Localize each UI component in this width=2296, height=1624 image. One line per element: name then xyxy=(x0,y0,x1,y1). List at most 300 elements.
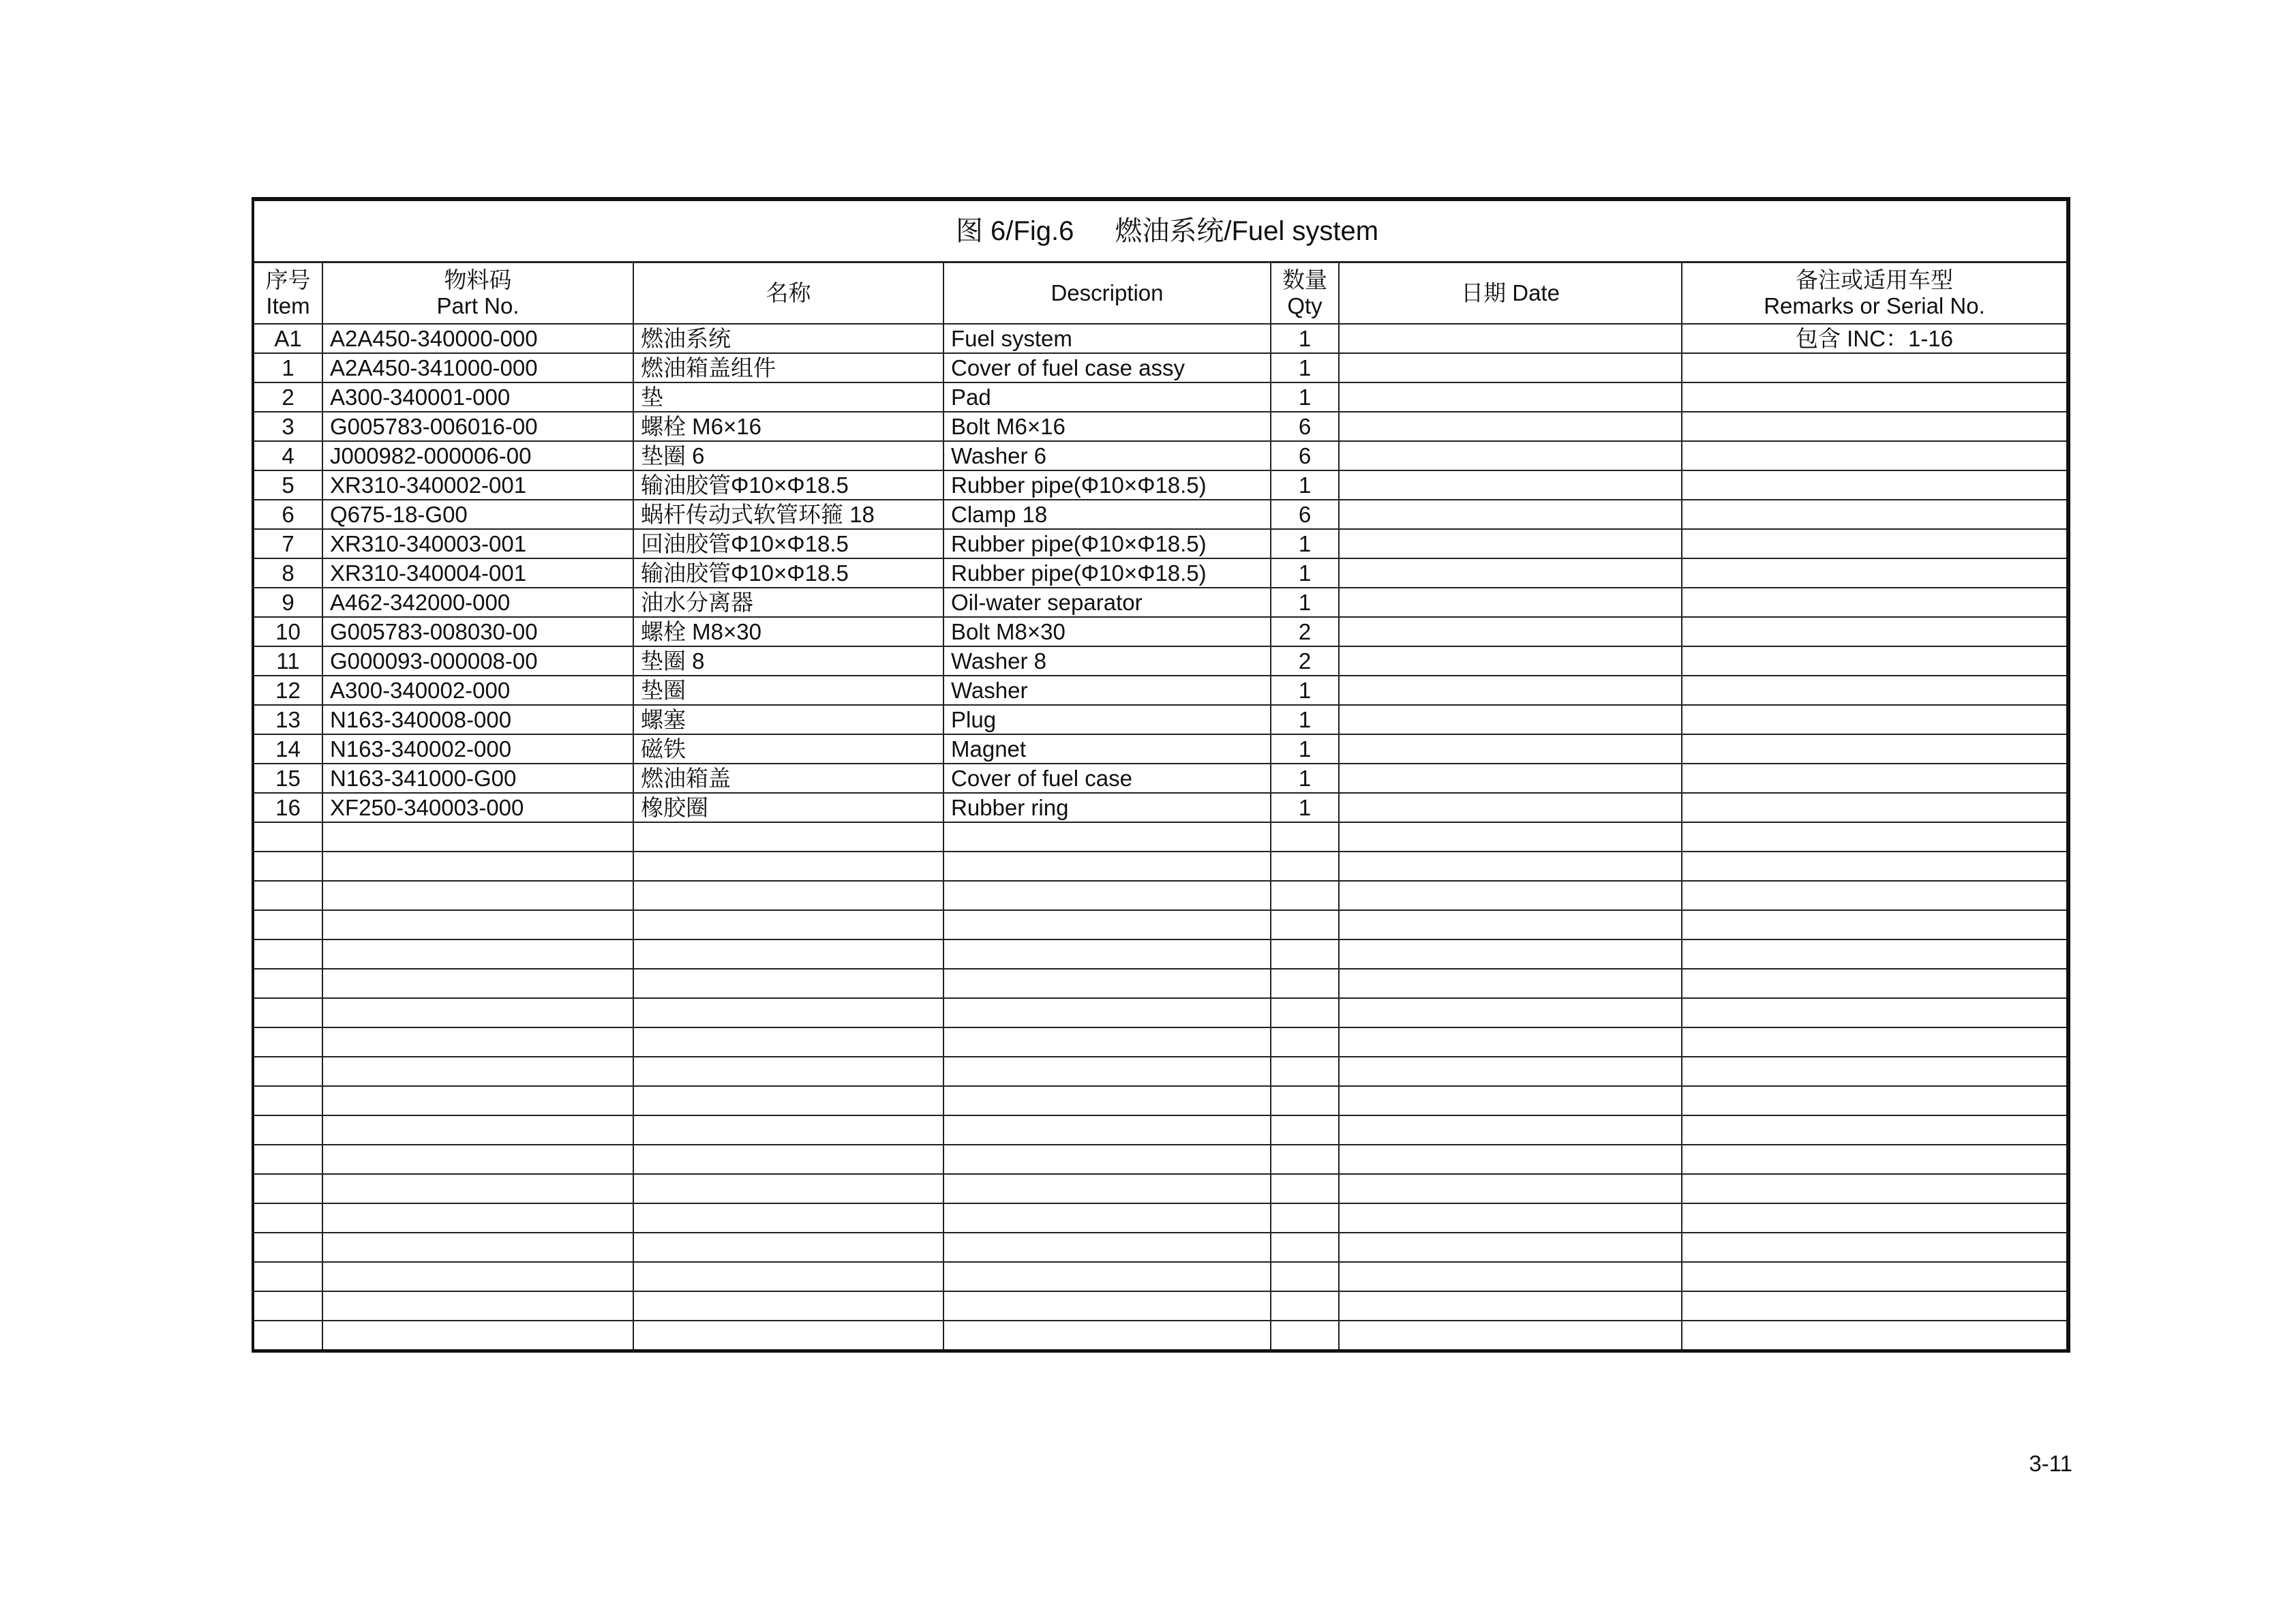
cell-qty: 1 xyxy=(1271,734,1339,764)
cell-item: 5 xyxy=(253,470,322,500)
col-part-en: Part No. xyxy=(436,293,519,318)
cell-name: 螺塞 xyxy=(633,705,943,734)
empty-cell xyxy=(633,998,943,1027)
empty-cell xyxy=(1271,1291,1339,1321)
empty-cell xyxy=(322,1115,633,1145)
cell-name: 垫圈 xyxy=(633,676,943,705)
table-row xyxy=(253,705,2068,734)
col-item-cn: 序号 xyxy=(265,267,311,292)
empty-cell xyxy=(1271,939,1339,969)
empty-cell xyxy=(943,1145,1271,1174)
empty-cell xyxy=(633,969,943,998)
empty-cell xyxy=(1271,1262,1339,1291)
table-row xyxy=(253,676,2068,705)
empty-cell xyxy=(633,1262,943,1291)
cell-qty: 1 xyxy=(1271,324,1339,353)
empty-cell xyxy=(633,1233,943,1262)
empty-cell xyxy=(322,969,633,998)
empty-cell xyxy=(1339,1027,1682,1057)
empty-row xyxy=(253,998,2068,1027)
table-row xyxy=(253,382,2068,412)
empty-cell xyxy=(633,852,943,881)
empty-cell xyxy=(1339,1291,1682,1321)
cell-date xyxy=(1339,764,1682,793)
table-title xyxy=(253,199,2068,262)
cell-description: Clamp 18 xyxy=(943,500,1271,529)
empty-cell xyxy=(943,1262,1271,1291)
empty-cell xyxy=(633,1115,943,1145)
cell-description: Washer 6 xyxy=(943,441,1271,470)
parts-table xyxy=(252,197,2070,1353)
cell-description: Cover of fuel case assy xyxy=(943,353,1271,382)
empty-cell xyxy=(322,939,633,969)
table-row xyxy=(253,412,2068,441)
col-remarks xyxy=(1682,262,2068,325)
cell-part-no: N163-341000-G00 xyxy=(322,764,633,793)
empty-row xyxy=(253,1262,2068,1291)
cell-item: 1 xyxy=(253,353,322,382)
cell-name: 垫圈 8 xyxy=(633,646,943,676)
empty-cell xyxy=(1271,881,1339,910)
empty-cell xyxy=(943,998,1271,1027)
cell-description: Magnet xyxy=(943,734,1271,764)
table-row xyxy=(253,500,2068,529)
empty-row xyxy=(253,1174,2068,1203)
empty-cell xyxy=(253,822,322,852)
empty-cell xyxy=(1682,1057,2068,1086)
empty-cell xyxy=(1271,852,1339,881)
empty-cell xyxy=(943,1027,1271,1057)
col-remarks-cn: 备注或适用车型 xyxy=(1796,267,1953,292)
table-row xyxy=(253,441,2068,470)
empty-cell xyxy=(1271,910,1339,939)
cell-part-no: G000093-000008-00 xyxy=(322,646,633,676)
col-date: 日期 Date xyxy=(1339,262,1682,325)
col-item xyxy=(253,262,322,325)
empty-row xyxy=(253,1145,2068,1174)
col-description: Description xyxy=(943,262,1271,325)
cell-part-no: J000982-000006-00 xyxy=(322,441,633,470)
cell-remarks xyxy=(1682,705,2068,734)
cell-name: 磁铁 xyxy=(633,734,943,764)
cell-description: Washer xyxy=(943,676,1271,705)
empty-row xyxy=(253,1203,2068,1233)
empty-cell xyxy=(322,1027,633,1057)
col-remarks-en: Remarks or Serial No. xyxy=(1764,293,1985,318)
empty-cell xyxy=(1271,1145,1339,1174)
empty-cell xyxy=(253,910,322,939)
empty-cell xyxy=(943,881,1271,910)
empty-cell xyxy=(322,822,633,852)
cell-name: 燃油箱盖组件 xyxy=(633,353,943,382)
cell-description: Washer 8 xyxy=(943,646,1271,676)
figure-name: 燃油系统/Fuel system xyxy=(1115,216,1379,246)
empty-cell xyxy=(1682,969,2068,998)
empty-cell xyxy=(633,1057,943,1086)
empty-row xyxy=(253,1086,2068,1115)
cell-qty: 1 xyxy=(1271,764,1339,793)
cell-date xyxy=(1339,324,1682,353)
cell-part-no: XR310-340003-001 xyxy=(322,529,633,558)
empty-cell xyxy=(1339,881,1682,910)
empty-cell xyxy=(1682,1115,2068,1145)
table-row xyxy=(253,529,2068,558)
empty-cell xyxy=(1271,998,1339,1027)
cell-part-no: XR310-340004-001 xyxy=(322,558,633,588)
empty-row xyxy=(253,881,2068,910)
cell-date xyxy=(1339,646,1682,676)
empty-cell xyxy=(253,1291,322,1321)
cell-date xyxy=(1339,382,1682,412)
empty-cell xyxy=(1271,1027,1339,1057)
cell-date xyxy=(1339,793,1682,822)
col-part-cn: 物料码 xyxy=(444,267,512,292)
cell-item: 6 xyxy=(253,500,322,529)
figure-number: 图 6/Fig.6 xyxy=(955,216,1074,246)
cell-remarks xyxy=(1682,676,2068,705)
empty-cell xyxy=(322,1057,633,1086)
cell-remarks xyxy=(1682,646,2068,676)
cell-name: 燃油系统 xyxy=(633,324,943,353)
cell-date xyxy=(1339,676,1682,705)
empty-cell xyxy=(633,1027,943,1057)
empty-cell xyxy=(322,1174,633,1203)
cell-name: 垫 xyxy=(633,382,943,412)
empty-cell xyxy=(943,1321,1271,1351)
cell-description: Rubber pipe(Φ10×Φ18.5) xyxy=(943,558,1271,588)
cell-qty: 1 xyxy=(1271,793,1339,822)
empty-cell xyxy=(943,1115,1271,1145)
cell-qty: 6 xyxy=(1271,412,1339,441)
empty-cell xyxy=(1682,1321,2068,1351)
cell-remarks xyxy=(1682,353,2068,382)
empty-cell xyxy=(253,1203,322,1233)
cell-part-no: A2A450-341000-000 xyxy=(322,353,633,382)
cell-date xyxy=(1339,529,1682,558)
cell-remarks xyxy=(1682,793,2068,822)
cell-description: Cover of fuel case xyxy=(943,764,1271,793)
empty-cell xyxy=(253,1262,322,1291)
empty-cell xyxy=(1271,1321,1339,1351)
empty-row xyxy=(253,910,2068,939)
empty-cell xyxy=(633,1291,943,1321)
empty-cell xyxy=(1339,1057,1682,1086)
empty-cell xyxy=(1271,1233,1339,1262)
cell-qty: 1 xyxy=(1271,676,1339,705)
empty-row xyxy=(253,1321,2068,1351)
empty-cell xyxy=(943,1291,1271,1321)
empty-cell xyxy=(943,852,1271,881)
cell-description: Bolt M6×16 xyxy=(943,412,1271,441)
empty-cell xyxy=(633,822,943,852)
cell-date xyxy=(1339,412,1682,441)
col-qty-en: Qty xyxy=(1287,293,1323,318)
empty-cell xyxy=(633,910,943,939)
empty-cell xyxy=(1271,1115,1339,1145)
empty-cell xyxy=(943,969,1271,998)
empty-cell xyxy=(1339,1086,1682,1115)
empty-cell xyxy=(253,1321,322,1351)
empty-cell xyxy=(1682,939,2068,969)
cell-item: 9 xyxy=(253,588,322,617)
empty-cell xyxy=(1682,822,2068,852)
empty-cell xyxy=(1682,1203,2068,1233)
cell-item: 3 xyxy=(253,412,322,441)
empty-cell xyxy=(253,1027,322,1057)
empty-cell xyxy=(1682,1086,2068,1115)
cell-description: Plug xyxy=(943,705,1271,734)
empty-cell xyxy=(943,910,1271,939)
cell-remarks xyxy=(1682,412,2068,441)
empty-cell xyxy=(943,1203,1271,1233)
empty-cell xyxy=(322,1321,633,1351)
empty-row xyxy=(253,852,2068,881)
empty-cell xyxy=(253,939,322,969)
empty-cell xyxy=(1682,1233,2068,1262)
cell-name: 油水分离器 xyxy=(633,588,943,617)
cell-description: Pad xyxy=(943,382,1271,412)
table-row xyxy=(253,353,2068,382)
cell-part-no: N163-340002-000 xyxy=(322,734,633,764)
empty-cell xyxy=(1271,969,1339,998)
cell-name: 输油胶管Φ10×Φ18.5 xyxy=(633,470,943,500)
cell-qty: 1 xyxy=(1271,705,1339,734)
table-row xyxy=(253,793,2068,822)
cell-item: 4 xyxy=(253,441,322,470)
empty-cell xyxy=(1271,1086,1339,1115)
empty-cell xyxy=(1339,998,1682,1027)
empty-cell xyxy=(633,1203,943,1233)
cell-date xyxy=(1339,441,1682,470)
empty-cell xyxy=(1682,1262,2068,1291)
cell-date xyxy=(1339,617,1682,646)
col-item-en: Item xyxy=(266,293,310,318)
empty-cell xyxy=(633,1321,943,1351)
cell-date xyxy=(1339,588,1682,617)
empty-cell xyxy=(253,1233,322,1262)
cell-description: Rubber pipe(Φ10×Φ18.5) xyxy=(943,529,1271,558)
empty-cell xyxy=(633,1174,943,1203)
header-row xyxy=(253,262,2068,325)
empty-cell xyxy=(322,1233,633,1262)
empty-cell xyxy=(322,1291,633,1321)
col-qty xyxy=(1271,262,1339,325)
empty-cell xyxy=(1339,1115,1682,1145)
cell-item: 11 xyxy=(253,646,322,676)
cell-date xyxy=(1339,353,1682,382)
empty-cell xyxy=(1339,1233,1682,1262)
cell-name: 螺栓 M6×16 xyxy=(633,412,943,441)
empty-cell xyxy=(322,1086,633,1115)
table-row xyxy=(253,558,2068,588)
empty-row xyxy=(253,822,2068,852)
cell-part-no: G005783-008030-00 xyxy=(322,617,633,646)
empty-cell xyxy=(1682,1174,2068,1203)
cell-qty: 1 xyxy=(1271,353,1339,382)
empty-cell xyxy=(943,1233,1271,1262)
cell-remarks xyxy=(1682,500,2068,529)
cell-name: 回油胶管Φ10×Φ18.5 xyxy=(633,529,943,558)
empty-cell xyxy=(1339,1174,1682,1203)
cell-date xyxy=(1339,558,1682,588)
empty-cell xyxy=(322,852,633,881)
cell-date xyxy=(1339,500,1682,529)
cell-name: 垫圈 6 xyxy=(633,441,943,470)
empty-cell xyxy=(253,881,322,910)
cell-item: 13 xyxy=(253,705,322,734)
cell-part-no: A2A450-340000-000 xyxy=(322,324,633,353)
empty-cell xyxy=(1682,881,2068,910)
cell-qty: 6 xyxy=(1271,500,1339,529)
cell-name: 橡胶圈 xyxy=(633,793,943,822)
empty-cell xyxy=(1682,1291,2068,1321)
cell-description: Oil-water separator xyxy=(943,588,1271,617)
empty-cell xyxy=(1271,1203,1339,1233)
cell-item: 8 xyxy=(253,558,322,588)
empty-row xyxy=(253,1233,2068,1262)
empty-cell xyxy=(1339,1145,1682,1174)
cell-description: Rubber pipe(Φ10×Φ18.5) xyxy=(943,470,1271,500)
cell-part-no: A462-342000-000 xyxy=(322,588,633,617)
cell-remarks: 包含 INC：1-16 xyxy=(1682,324,2068,353)
empty-cell xyxy=(253,1145,322,1174)
cell-item: 15 xyxy=(253,764,322,793)
empty-cell xyxy=(1339,910,1682,939)
empty-cell xyxy=(322,1262,633,1291)
empty-cell xyxy=(943,939,1271,969)
cell-item: 10 xyxy=(253,617,322,646)
empty-row xyxy=(253,1057,2068,1086)
cell-qty: 1 xyxy=(1271,588,1339,617)
cell-qty: 2 xyxy=(1271,617,1339,646)
empty-cell xyxy=(253,1086,322,1115)
cell-remarks xyxy=(1682,470,2068,500)
empty-row xyxy=(253,1027,2068,1057)
empty-cell xyxy=(1682,1027,2068,1057)
table-row xyxy=(253,617,2068,646)
empty-cell xyxy=(943,1086,1271,1115)
empty-cell xyxy=(1271,1174,1339,1203)
cell-date xyxy=(1339,734,1682,764)
cell-remarks xyxy=(1682,734,2068,764)
empty-cell xyxy=(322,881,633,910)
cell-remarks xyxy=(1682,588,2068,617)
empty-cell xyxy=(1339,1262,1682,1291)
empty-cell xyxy=(1339,852,1682,881)
empty-cell xyxy=(253,998,322,1027)
cell-item: 2 xyxy=(253,382,322,412)
cell-name: 蜗杆传动式软管环箍 18 xyxy=(633,500,943,529)
empty-row xyxy=(253,1291,2068,1321)
empty-cell xyxy=(253,969,322,998)
empty-cell xyxy=(1339,939,1682,969)
cell-item: 14 xyxy=(253,734,322,764)
table-row xyxy=(253,734,2068,764)
empty-cell xyxy=(1682,852,2068,881)
cell-part-no: XR310-340002-001 xyxy=(322,470,633,500)
empty-cell xyxy=(943,822,1271,852)
cell-part-no: A300-340001-000 xyxy=(322,382,633,412)
cell-item: 16 xyxy=(253,793,322,822)
cell-part-no: A300-340002-000 xyxy=(322,676,633,705)
col-name: 名称 xyxy=(633,262,943,325)
cell-description: Bolt M8×30 xyxy=(943,617,1271,646)
cell-remarks xyxy=(1682,617,2068,646)
empty-cell xyxy=(633,1145,943,1174)
cell-name: 燃油箱盖 xyxy=(633,764,943,793)
table-row xyxy=(253,764,2068,793)
cell-remarks xyxy=(1682,764,2068,793)
cell-qty: 1 xyxy=(1271,382,1339,412)
cell-name: 螺栓 M8×30 xyxy=(633,617,943,646)
empty-cell xyxy=(322,1203,633,1233)
cell-description: Fuel system xyxy=(943,324,1271,353)
cell-qty: 1 xyxy=(1271,470,1339,500)
cell-item: 12 xyxy=(253,676,322,705)
empty-cell xyxy=(633,881,943,910)
empty-cell xyxy=(253,1057,322,1086)
col-part xyxy=(322,262,633,325)
empty-cell xyxy=(1339,822,1682,852)
empty-cell xyxy=(253,1115,322,1145)
cell-item: A1 xyxy=(253,324,322,353)
cell-part-no: N163-340008-000 xyxy=(322,705,633,734)
cell-remarks xyxy=(1682,382,2068,412)
cell-part-no: XF250-340003-000 xyxy=(322,793,633,822)
empty-cell xyxy=(253,852,322,881)
empty-row xyxy=(253,939,2068,969)
empty-cell xyxy=(1682,998,2068,1027)
empty-cell xyxy=(943,1057,1271,1086)
cell-description: Rubber ring xyxy=(943,793,1271,822)
cell-date xyxy=(1339,705,1682,734)
empty-cell xyxy=(1339,1321,1682,1351)
empty-cell xyxy=(322,910,633,939)
cell-name: 输油胶管Φ10×Φ18.5 xyxy=(633,558,943,588)
cell-qty: 6 xyxy=(1271,441,1339,470)
cell-date xyxy=(1339,470,1682,500)
empty-cell xyxy=(1339,1203,1682,1233)
page-number: 3-11 xyxy=(2029,1451,2072,1476)
empty-cell xyxy=(253,1174,322,1203)
empty-cell xyxy=(1339,969,1682,998)
empty-cell xyxy=(322,998,633,1027)
table-row xyxy=(253,470,2068,500)
empty-row xyxy=(253,969,2068,998)
empty-cell xyxy=(1682,1145,2068,1174)
empty-row xyxy=(253,1115,2068,1145)
cell-remarks xyxy=(1682,558,2068,588)
empty-cell xyxy=(1271,822,1339,852)
cell-qty: 2 xyxy=(1271,646,1339,676)
cell-item: 7 xyxy=(253,529,322,558)
empty-cell xyxy=(633,939,943,969)
empty-cell xyxy=(633,1086,943,1115)
empty-cell xyxy=(322,1145,633,1174)
cell-part-no: G005783-006016-00 xyxy=(322,412,633,441)
cell-part-no: Q675-18-G00 xyxy=(322,500,633,529)
cell-qty: 1 xyxy=(1271,529,1339,558)
table-row xyxy=(253,646,2068,676)
empty-cell xyxy=(1682,910,2068,939)
empty-cell xyxy=(943,1174,1271,1203)
cell-remarks xyxy=(1682,529,2068,558)
table-row xyxy=(253,324,2068,353)
empty-cell xyxy=(1271,1057,1339,1086)
cell-remarks xyxy=(1682,441,2068,470)
cell-qty: 1 xyxy=(1271,558,1339,588)
table-row xyxy=(253,588,2068,617)
